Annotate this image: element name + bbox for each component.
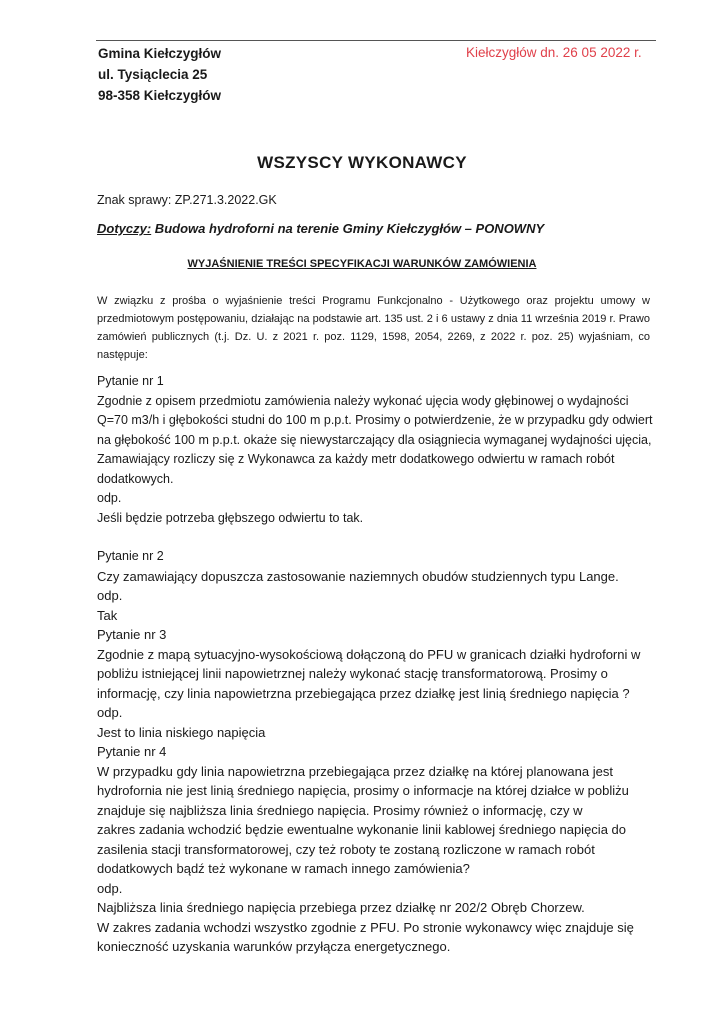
text-line: informację, czy linia napowietrzna przebiegająca przez działkę jest linią średniego napięcia ? [97, 685, 630, 701]
text-line: dodatkowych. [97, 471, 174, 486]
text-line: konieczność uzyskania warunków przyłącza energetycznego. [97, 939, 451, 954]
text-line: odp. [97, 588, 123, 603]
top-divider [96, 40, 656, 41]
text-line: odp. [97, 880, 123, 896]
text-line: Tak [97, 607, 118, 623]
text-line: odp. [97, 491, 122, 505]
text-line: Q=70 m3/h i głębokości studni do 100 m p.p.t. Prosimy o potwierdzenie, że w przypadku gdy odwiert [97, 413, 653, 427]
sender-address [98, 43, 221, 106]
subject-text: Budowa hydroforni na terenie Gminy Kiełczygłów – PONOWNY [151, 221, 545, 236]
text-line: pobliżu istniejącej linii napowietrznej należy wykonać stację transformatorową. Prosimy o [97, 666, 608, 681]
text-line: Jest to linia niskiego napięcia [97, 724, 266, 740]
section-heading: WYJAŚNIENIE TREŚCI SPECYFIKACJI WARUNKÓW ZAMÓWIENIA [187, 258, 537, 270]
intro-paragraph: W związku z prośba o wyjaśnienie treści Programu Funkcjonalno - Użytkowego oraz projektu umowy w przedmiotowym postępowaniu, działając na podstawie art. 135 ust. 2 i 6 ustawy z dnia 11 września 2019 r. Prawo zamówień publicznych (t.j. Dz. U. z 2021 r. poz. 1129, 1598, 2054, 2269, z 2022 r. poz. 25) wyjaśniam, co następuje: [97, 295, 650, 361]
text-line: Najbliższa linia średniego napięcia przebiega przez działkę nr 202/2 Obręb Chorzew. [97, 900, 585, 915]
text-line: W przypadku gdy linia napowietrzna przebiegająca przez działkę na której planowana jest [97, 763, 613, 779]
text-line: Pytanie nr 3 [97, 627, 167, 642]
text-line: znajduje się najbliższa linia średniego napięcia. Prosimy również o informację, czy w [97, 802, 583, 818]
sender-line: ul. Tysiąclecia 25 [98, 67, 208, 82]
place-date: Kiełczygłów dn. 26 05 2022 r. [466, 45, 642, 60]
subject-line [97, 221, 544, 236]
text-line: Zgodnie z mapą sytuacyjno-wysokościową dołączoną do PFU w granicach działki hydroforni w [97, 646, 641, 662]
text-line: Pytanie nr 1 [97, 374, 164, 388]
text-line: odp. [97, 705, 123, 720]
text-line: W zakres zadania wchodzi wszystko zgodnie z PFU. Po stronie wykonawcy więc znajduje się [97, 919, 634, 935]
text-line: Zamawiający rozliczy się z Wykonawca za każdy metr dodatkowego odwiertu w ramach robót [97, 452, 615, 466]
addressee: WSZYSCY WYKONAWCY [257, 153, 467, 172]
sender-line: Gmina Kiełczygłów [98, 46, 222, 61]
text-line: na głębokość 100 m p.p.t. okaże się niewystarczający dla osiągniecia wymaganej wydajności ujęcia, [97, 432, 652, 447]
text-line: Zgodnie z opisem przedmiotu zamówienia należy wykonać ujęcia wody głębinowej o wydajności [97, 393, 629, 408]
text-line: Czy zamawiający dopuszcza zastosowanie naziemnych obudów studziennych typu Lange. [97, 568, 619, 584]
text-line: Pytanie nr 2 [97, 549, 164, 563]
questions-answers [97, 372, 657, 957]
text-line: dodatkowych bądź też wykonane w ramach innego zamówienia? [97, 861, 470, 876]
text-line: zasilenia stacji transformatorowej, czy też roboty te zostaną rozliczone w ramach robót [97, 841, 595, 857]
blank-line [97, 528, 657, 547]
subject-label: Dotyczy: [97, 221, 152, 236]
case-reference: Znak sprawy: ZP.271.3.2022.GK [97, 193, 277, 207]
text-line: Pytanie nr 4 [97, 744, 167, 759]
text-line: zakres zadania wchodzić będzie ewentualne wykonanie linii kablowej średniego napięcia do [97, 822, 626, 837]
text-line: Jeśli będzie potrzeba głębszego odwiertu to tak. [97, 510, 364, 525]
sender-line: 98-358 Kiełczygłów [98, 88, 222, 103]
text-line: hydrofornia nie jest linią średniego napięcia, prosimy o informacje na której działce w pobliżu [97, 783, 629, 798]
